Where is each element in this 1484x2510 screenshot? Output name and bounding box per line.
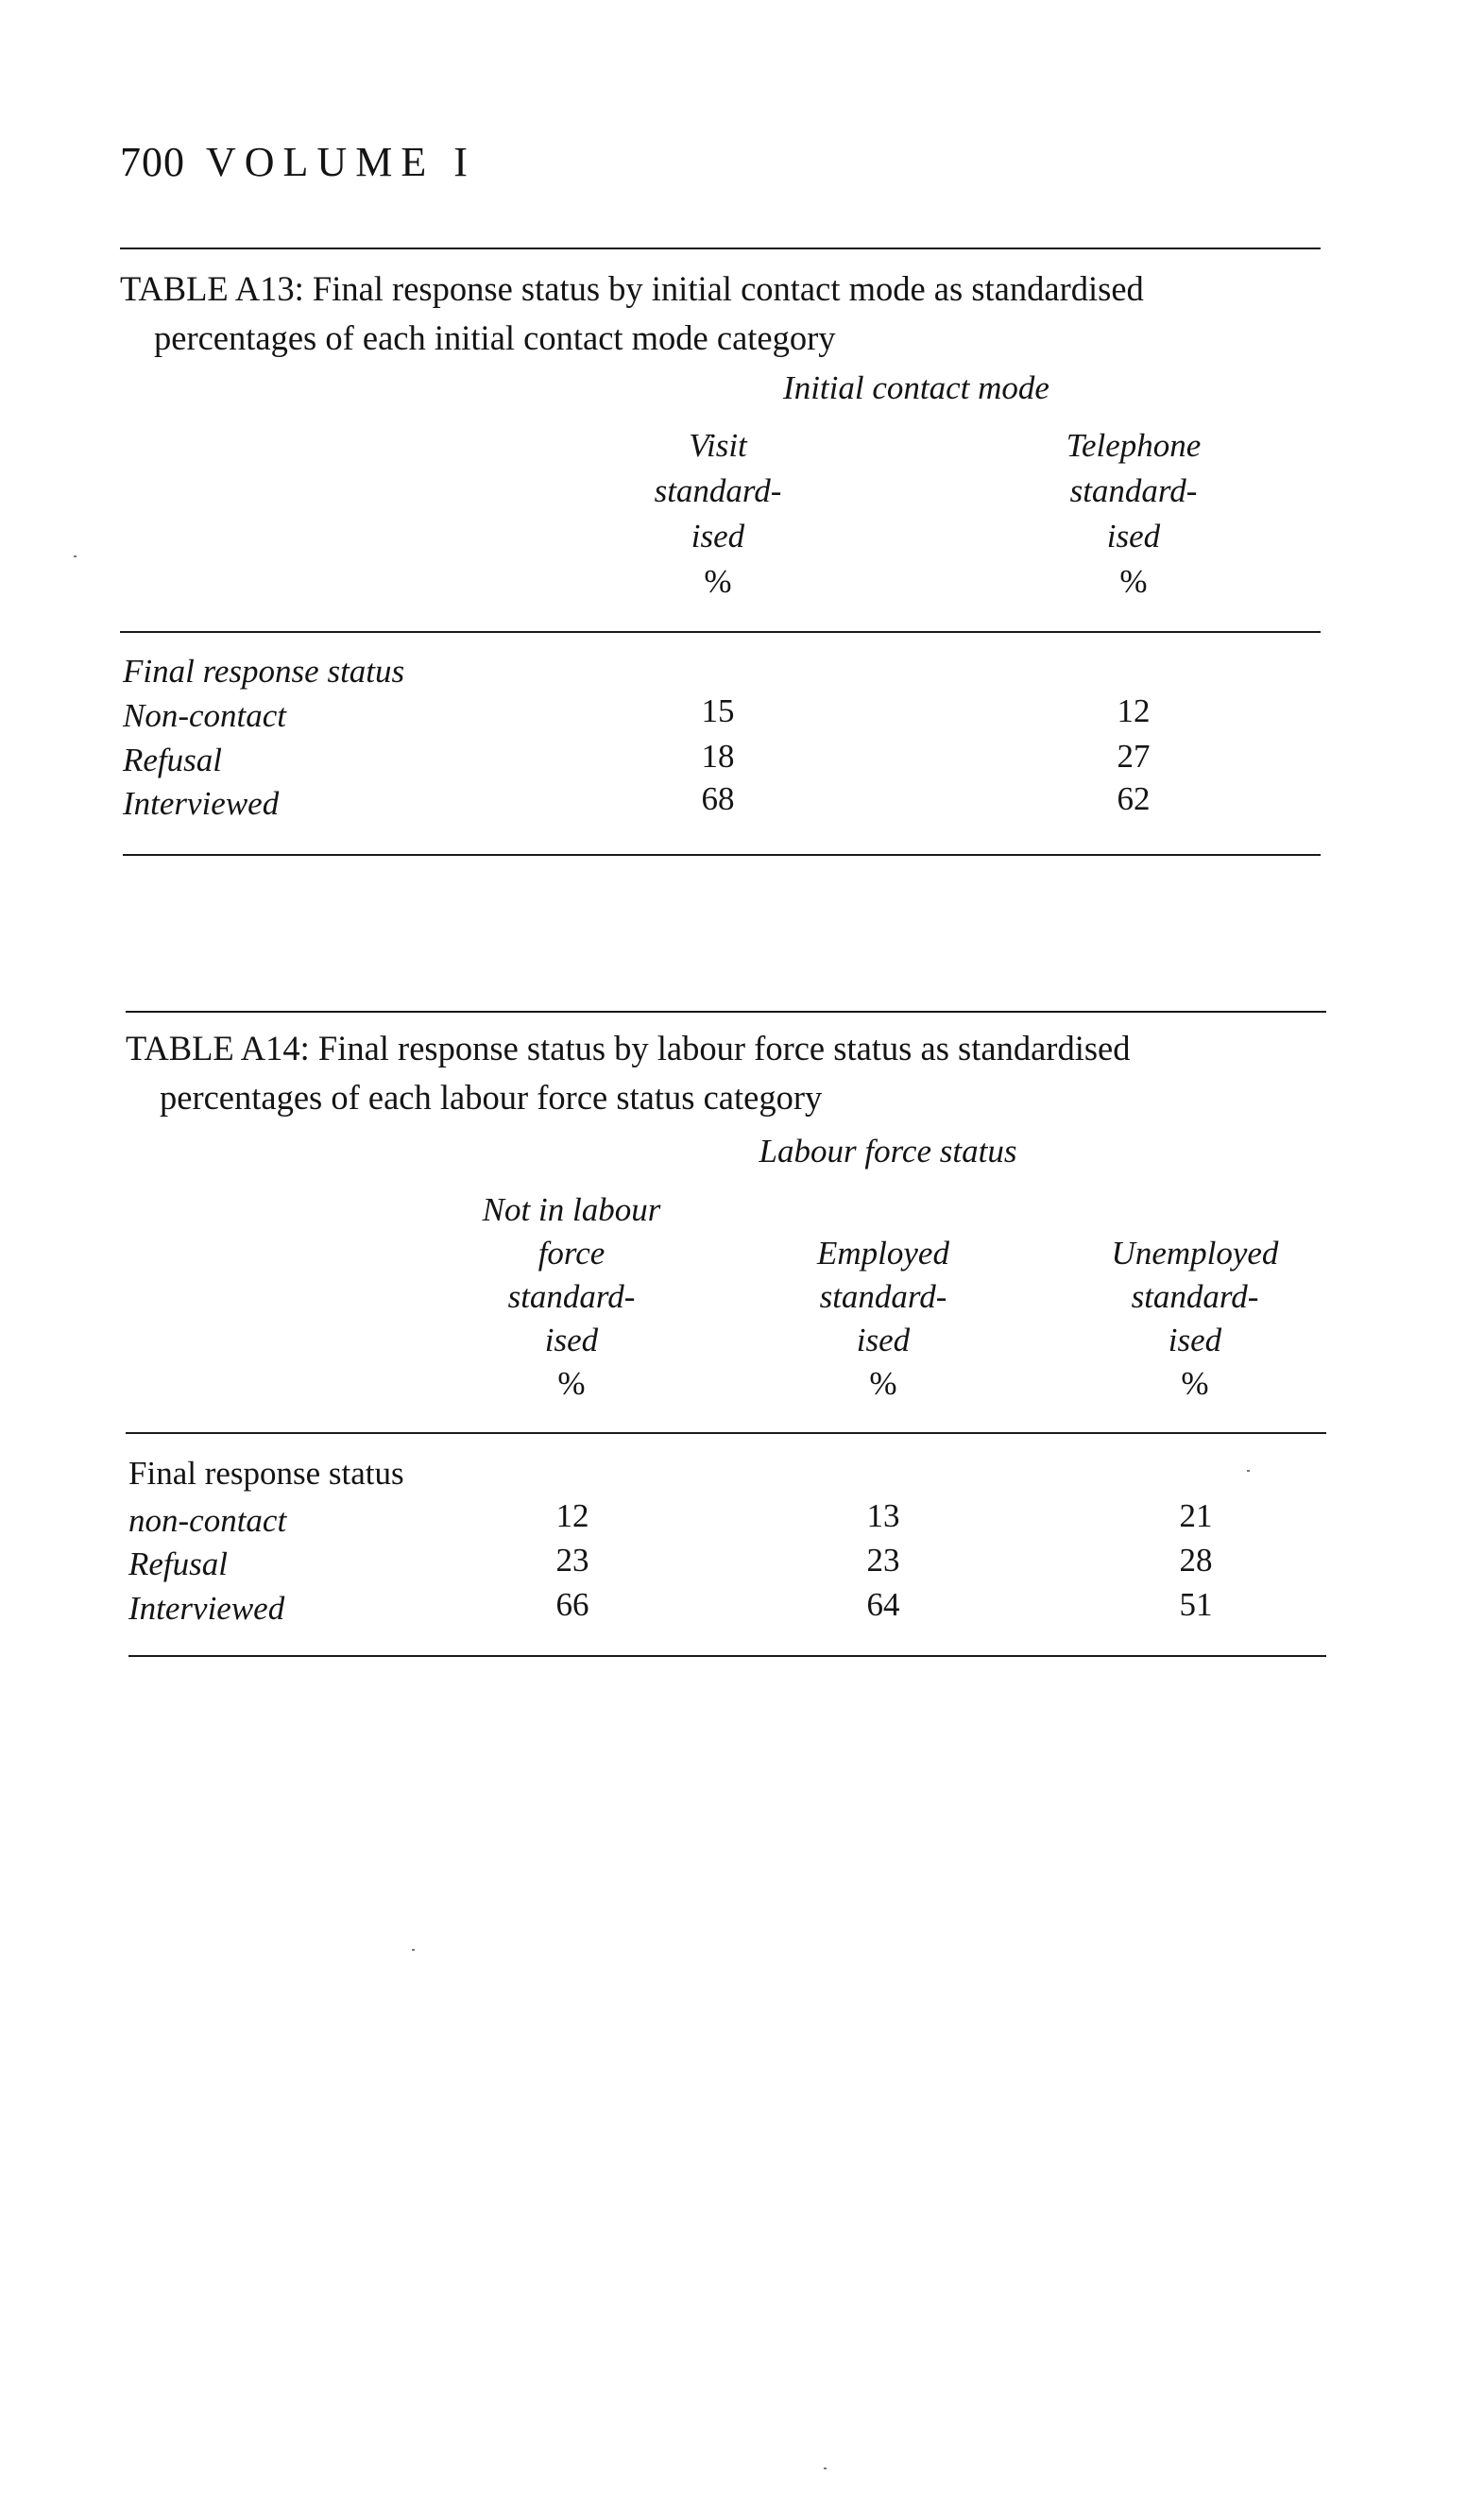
- row-label: non-contact: [128, 1502, 287, 1539]
- cell-value: 68: [701, 780, 735, 817]
- table-a14-col-header-not-in-labour-force: [444, 1188, 699, 1406]
- table-a13-bottom-rule: [123, 854, 1321, 856]
- table-a13-col-header-visit: [605, 423, 831, 605]
- col-header-percent: %: [869, 1365, 897, 1402]
- col-header-line: standard-: [819, 1278, 947, 1315]
- col-header-line: ised: [1106, 518, 1161, 555]
- cell-value: 13: [866, 1497, 900, 1534]
- volume-label: VOLUME I: [206, 139, 476, 185]
- col-header-line: standard-: [1069, 472, 1198, 509]
- table-a13-caption-line1: TABLE A13: Final response status by initial contact mode as standardised: [120, 269, 1144, 308]
- col-header-line: ised: [856, 1322, 911, 1358]
- table-a14-top-rule: [126, 1011, 1326, 1013]
- table-a13-spanner: Initial contact mode: [783, 369, 1049, 406]
- table-a13-col-header-telephone: [1020, 423, 1247, 605]
- cell-value: 62: [1117, 780, 1151, 817]
- scan-speck: [824, 2467, 827, 2469]
- table-a14-spanner: Labour force status: [759, 1133, 1017, 1170]
- row-label: Refusal: [123, 742, 222, 778]
- scan-speck: [1247, 1470, 1250, 1472]
- col-header-line: Telephone: [1066, 427, 1202, 464]
- table-a14-stub-heading: Final response status: [128, 1455, 404, 1492]
- row-label: Interviewed: [123, 785, 280, 822]
- cell-value: 12: [555, 1497, 589, 1534]
- col-header-percent: %: [557, 1365, 586, 1402]
- scan-speck: [74, 555, 77, 557]
- page-header: [120, 139, 476, 185]
- table-a14-bottom-rule: [128, 1655, 1326, 1657]
- col-header-line: standard-: [1131, 1278, 1259, 1315]
- row-label: Non-contact: [123, 697, 287, 734]
- col-header-line: ised: [544, 1322, 599, 1358]
- cell-value: 51: [1179, 1586, 1213, 1623]
- table-a13-caption-line2: percentages of each initial contact mode category: [154, 318, 836, 357]
- row-label: Interviewed: [128, 1590, 285, 1627]
- col-header-percent: %: [1119, 563, 1148, 600]
- col-header-line: standard-: [507, 1278, 636, 1315]
- table-a14-caption-line2: percentages of each labour force status category: [160, 1078, 823, 1117]
- table-a13-header-rule: [120, 631, 1321, 633]
- cell-value: 64: [866, 1586, 900, 1623]
- col-header-percent: %: [704, 563, 732, 600]
- cell-value: 15: [701, 692, 735, 729]
- table-a14-header-rule: [126, 1432, 1326, 1434]
- table-a14-caption: [126, 1024, 1131, 1122]
- col-header-line: Not in labour: [482, 1191, 661, 1228]
- row-label: Refusal: [128, 1545, 228, 1582]
- table-a13-top-rule: [120, 248, 1321, 249]
- page-number: 700: [120, 139, 185, 185]
- cell-value: 28: [1179, 1542, 1213, 1579]
- table-a14-caption-line1: TABLE A14: Final response status by labour force status as standardised: [126, 1029, 1131, 1067]
- cell-value: 21: [1179, 1497, 1213, 1534]
- table-a13-stub-heading: Final response status: [123, 653, 405, 690]
- cell-value: 27: [1117, 738, 1151, 775]
- table-a13-caption: [120, 265, 1144, 363]
- col-header-line: Employed: [817, 1235, 949, 1272]
- col-header-percent: %: [1181, 1365, 1209, 1402]
- scan-speck: [412, 1949, 415, 1951]
- cell-value: 12: [1117, 692, 1151, 729]
- col-header-line: Unemployed: [1111, 1235, 1279, 1272]
- col-header-line: ised: [691, 518, 745, 555]
- cell-value: 18: [701, 738, 735, 775]
- table-a14-col-header-employed: [770, 1232, 997, 1406]
- table-a14-col-header-unemployed: [1077, 1232, 1313, 1406]
- col-header-line: ised: [1168, 1322, 1222, 1358]
- cell-value: 66: [555, 1586, 589, 1623]
- col-header-line: standard-: [654, 472, 782, 509]
- cell-value: 23: [866, 1542, 900, 1579]
- col-header-line: force: [537, 1235, 606, 1272]
- cell-value: 23: [555, 1542, 589, 1579]
- col-header-line: Visit: [689, 427, 747, 464]
